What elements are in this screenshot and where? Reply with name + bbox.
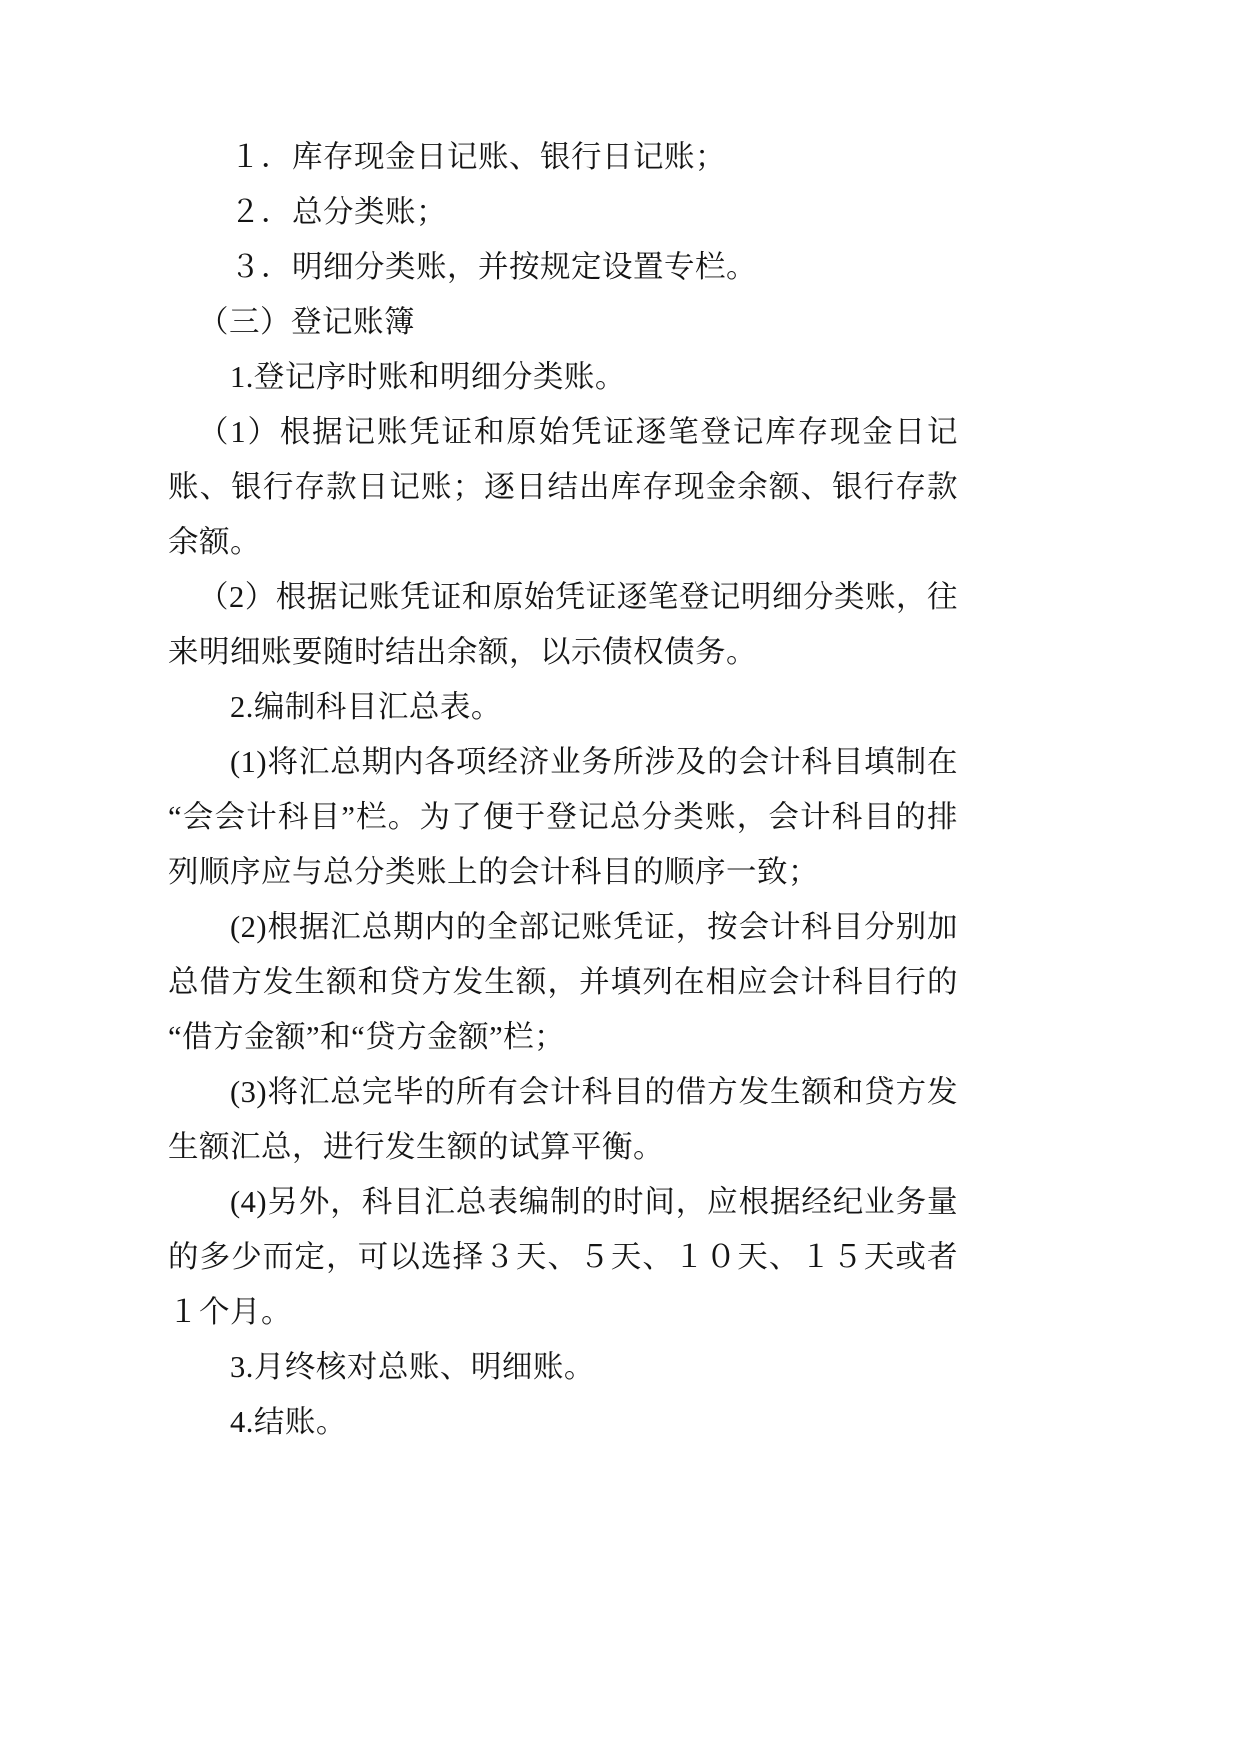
paragraph: (1)将汇总期内各项经济业务所涉及的会计科目填制在“会会计科目”栏。为了便于登记总分类账，会计科目的排列顺序应与总分类账上的会计科目的顺序一致； — [168, 745, 958, 889]
section-heading: （三）登记账簿 — [198, 305, 415, 339]
paragraph: （2）根据记账凭证和原始凭证逐笔登记明细分类账，往来明细账要随时结出余额，以示债权债务。 — [168, 580, 958, 669]
list-item: 1.登记序时账和明细分类账。 — [230, 360, 626, 394]
paragraph: (4)另外，科目汇总表编制的时间，应根据经纪业务量的多少而定，可以选择３天、５天、１０天、１５天或者１个月。 — [168, 1185, 958, 1329]
document-body — [168, 130, 958, 1450]
paragraph: (3)将汇总完毕的所有会计科目的借方发生额和贷方发生额汇总，进行发生额的试算平衡。 — [168, 1075, 958, 1164]
paragraph: (2)根据汇总期内的全部记账凭证，按会计科目分别加总借方发生额和贷方发生额，并填列在相应会计科目行的“借方金额”和“贷方金额”栏； — [168, 910, 958, 1054]
list-item: ２．总分类账； — [230, 195, 447, 229]
list-item: ３．明细分类账，并按规定设置专栏。 — [230, 250, 757, 284]
list-item: 3.月终核对总账、明细账。 — [230, 1350, 595, 1384]
list-item: １．库存现金日记账、银行日记账； — [230, 140, 726, 174]
list-item: 2.编制科目汇总表。 — [230, 690, 502, 724]
paragraph: （1）根据记账凭证和原始凭证逐笔登记库存现金日记账、银行存款日记账；逐日结出库存现金余额、银行存款余额。 — [168, 415, 958, 559]
list-item: 4.结账。 — [230, 1405, 347, 1439]
